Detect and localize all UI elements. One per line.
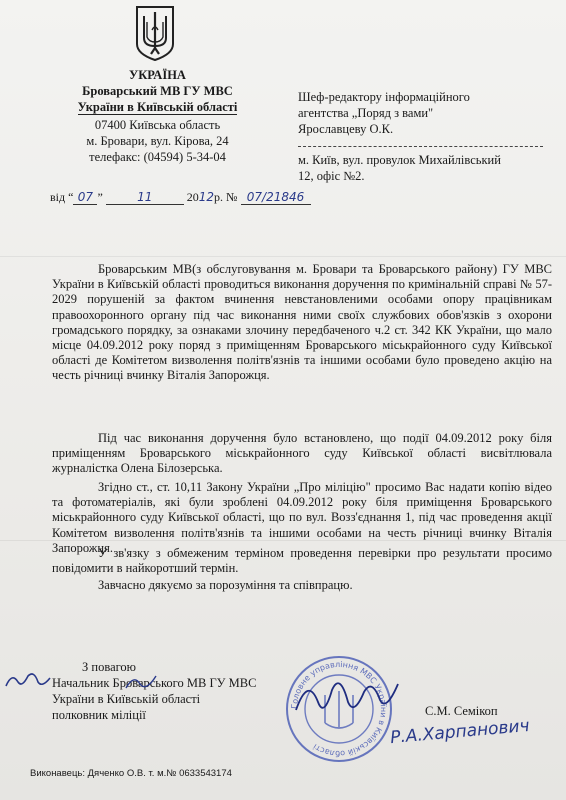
handwritten-mark-icon — [4, 668, 52, 692]
coat-of-arms-icon — [133, 4, 177, 62]
body-paragraph: У зв'язку з обмеженим терміном проведення перевірки про результати просимо повідомити в найкоротший термін. — [52, 546, 552, 576]
outgoing-number: 07/21846 — [241, 190, 311, 205]
header-address-line1: 07400 Київська область — [94, 118, 221, 132]
closing-phrase: З повагою — [82, 660, 137, 674]
date-number-line: від “ 07 ” 11 2012р. № 07/21846 — [50, 190, 311, 205]
recipient-line3: Ярославцеву О.К. — [298, 122, 394, 136]
header-phone: телефакс: (04594) 5-34-04 — [89, 150, 226, 164]
stamp-text: Головне управління МВС України в Київській області — [289, 659, 389, 759]
body-paragraph: Броварським МВ(з обслуговування м. Бровари та Броварського району) ГУ МВС України в Київській області проводиться виконання доручення по кримінальній справі № 57-2029 порушеній за фактом вчинення невстановленими особами опору працівникам правоохоронного органу під час виконання ними своїх службових обов'язків з охорони громадського порядку, за ознаками злочину передбаченого ч.2 ст. 342 КК України, що мало місце 04.09.2012 року поряд з приміщенням Броварського міськрайонного суду Київської області де Комітетом визволення політв'язнів та іншими особами було проведено акцію на честь річниці вчинку Віталія Запорожця. — [52, 262, 552, 383]
date-year-unit: р. — [214, 190, 224, 204]
date-day: 07 — [73, 190, 97, 205]
handwritten-signer-name: Р.А.Харпанович — [389, 715, 531, 749]
recipient-address-line1: м. Київ, вул. провулок Михайлівський — [298, 153, 501, 167]
body-paragraph: Згідно ст., ст. 10,11 Закону України „Про міліцію" просимо Вас надати копію відео та фотоматеріалів, які були зроблені 04.09.2012 року біля приміщення Броварського міськрайонного суду Київської області, що по вул. Возз'єднання 1, під час проведення акції Комітетом визволення політв'язнів та іншими особами на честь річниці вчинку Віталія Запорожця. — [52, 480, 552, 555]
header-department-line1: Броварський МВ ГУ МВС — [82, 84, 233, 98]
paper-fold — [0, 256, 566, 257]
header-country: УКРАЇНА — [129, 68, 186, 82]
recipient-divider — [298, 146, 543, 147]
recipient-address-line2: 12, офіс №2. — [298, 169, 365, 183]
recipient-line2: агентства „Поряд з вами" — [298, 106, 434, 120]
handwritten-mark-icon — [124, 672, 158, 694]
signer-position-line3: полковник міліції — [52, 708, 146, 722]
date-year-prefix: 20 — [186, 190, 199, 204]
signature-scribble-icon — [292, 672, 402, 722]
signer-position-line2: України в Київській області — [52, 692, 201, 706]
date-year-suffix: 12 — [198, 190, 215, 204]
signer-position-line1: Начальник Броварського МВ ГУ МВС — [52, 676, 257, 690]
body-paragraph: Під час виконання доручення було встановлено, що події 04.09.2012 року біля приміщенням Броварського міськрайонного суду Київської області висвітлювала журналістка Олена Білозерська. — [52, 431, 552, 476]
body-paragraph: Завчасно дякуємо за порозуміння та співпрацю. — [98, 578, 353, 592]
recipient-line1: Шеф-редактору інформаційного — [298, 90, 470, 104]
header-department-line2: України в Київській області — [77, 100, 238, 114]
number-label: № — [226, 190, 238, 204]
signer-name: С.М. Семікоп — [425, 704, 498, 718]
header-address-line2: м. Бровари, вул. Кірова, 24 — [86, 134, 229, 148]
date-prefix: від — [50, 190, 66, 204]
executor-note: Виконавець: Дяченко О.В. т. м.№ 0633543174 — [30, 768, 232, 779]
date-month: 11 — [106, 190, 184, 205]
